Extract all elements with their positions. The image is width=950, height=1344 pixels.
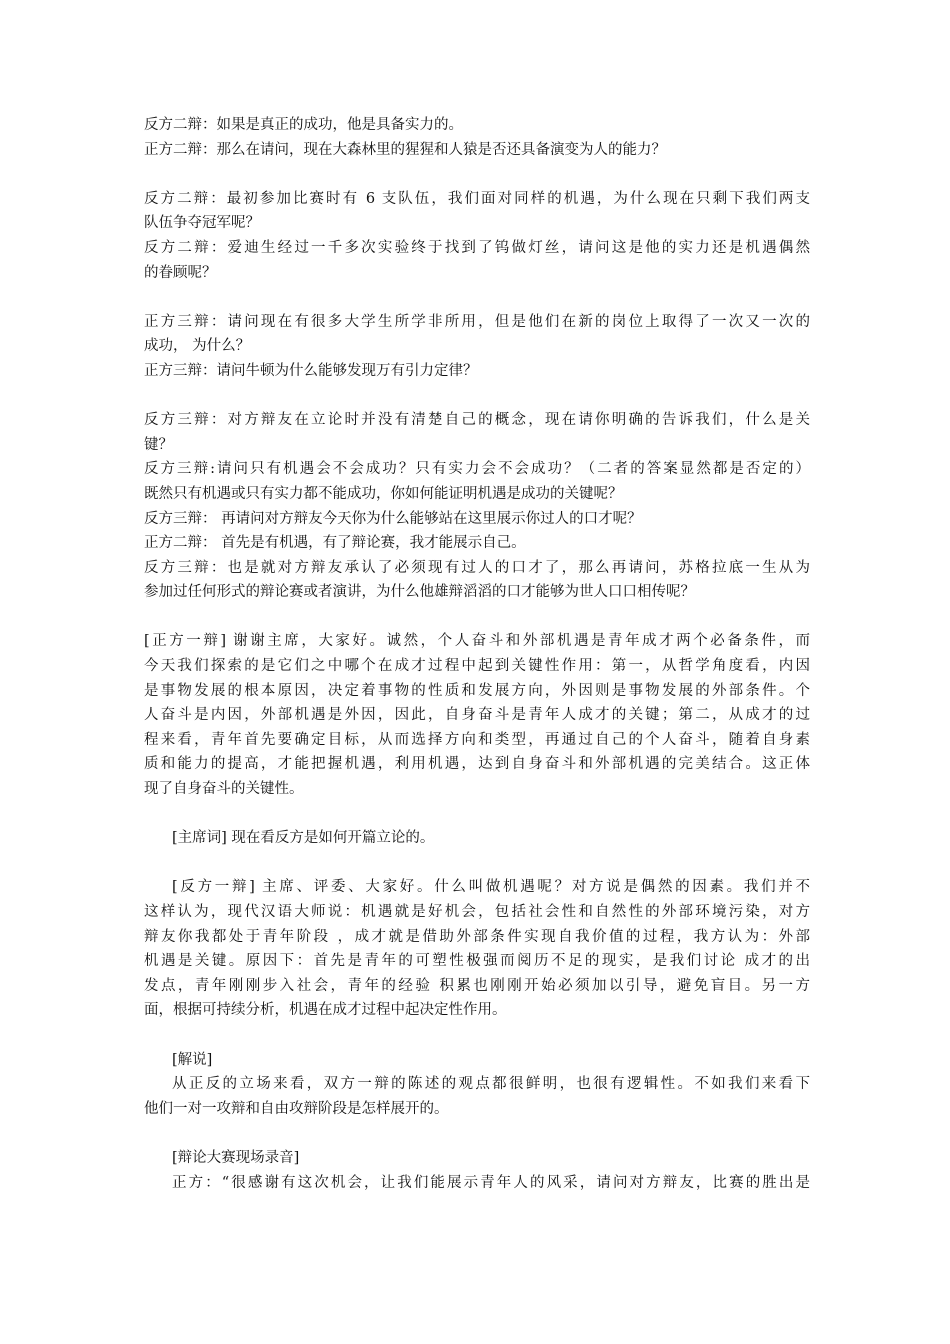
text-line: 反方二辩：爱迪生经过一千多次实验终于找到了钨做灯丝，请问这是他的实力还是机遇偶然 bbox=[144, 239, 810, 256]
paragraph-gap bbox=[144, 162, 810, 187]
text-line: 从正反的立场来看，双方一辩的陈述的观点都很鲜明，也很有逻辑性。不如我们来看下 bbox=[172, 1076, 810, 1093]
text-line: 机遇是关键。原因下：首先是青年的可塑性极强而阅历不足的现实，是我们讨论 成才的出 bbox=[144, 953, 810, 970]
text-line: 这样认为，现代汉语大师说：机遇就是好机会，包括社会性和自然性的外部环境污染，对方 bbox=[144, 904, 810, 920]
text-line: 今天我们探索的是它们之中哪个在成才过程中起到关键性作用：第一，从哲学角度看，内因 bbox=[144, 658, 810, 675]
text-line: 他们一对一攻辩和自由攻辩阶段是怎样展开的。 bbox=[144, 1100, 449, 1117]
text-line: [正方一辩] 谢谢主席，大家好。诚然，个人奋斗和外部机遇是青年成才两个必备条件，而 bbox=[144, 633, 810, 650]
paragraph-gap bbox=[144, 384, 810, 409]
text-line: 反方三辩：对方辩友在立论时并没有清楚自己的概念，现在请你明确的告诉我们，什么是关 bbox=[144, 412, 810, 429]
paragraph-gap bbox=[144, 285, 810, 310]
text-line: 反方三辩： 再请问对方辩友今天你为什么能够站在这里展示你过人的口才呢？ bbox=[144, 510, 642, 527]
text-line: 成功， 为什么？ bbox=[144, 338, 251, 355]
text-line: 的眷顾呢？ bbox=[144, 264, 217, 281]
paragraph-gap bbox=[144, 802, 810, 827]
text-line: 键？ bbox=[144, 436, 173, 453]
text-line: 正方：“很感谢有这次机会，让我们能展示青年人的风采，请问对方辩友，比赛的胜出是 bbox=[172, 1174, 810, 1191]
text-line: 正方三辩：请问现在有很多大学生所学非所用，但是他们在新的岗位上取得了一次又一次的 bbox=[144, 313, 810, 330]
text-line: 辩友你我都处于青年阶段 ，成才就是借助外部条件实现自我价值的过程，我方认为：外部 bbox=[144, 928, 810, 945]
paragraph-gap bbox=[144, 605, 810, 630]
text-line: [反方一辩] 主席、评委、大家好。什么叫做机遇呢？对方说是偶然的因素。我们并不 bbox=[172, 879, 810, 896]
paragraph-gap bbox=[144, 851, 810, 876]
text-line: 程来看，青年首先要确定目标，从而选择方向和类型，再通过自己的个人奋斗，随着自身素 bbox=[144, 731, 810, 748]
text-line: 质和能力的提高，才能把握机遇，利用机遇，达到自身奋斗和外部机遇的完美结合。这正体 bbox=[144, 756, 810, 773]
text-line: 反方三辩:请问只有机遇会不会成功？只有实力会不会成功？（二者的答案显然都是否定的） bbox=[144, 461, 810, 478]
text-line: [辩论大赛现场录音] bbox=[172, 1149, 300, 1166]
text-line: 正方三辩：请问牛顿为什么能够发现万有引力定律？ bbox=[144, 362, 478, 379]
paragraph-gap bbox=[144, 1023, 810, 1048]
text-line: 参加过任何形式的辩论赛或者演讲，为什么他雄辩滔滔的口才能够为世人口口相传呢？ bbox=[144, 584, 695, 601]
text-line: 反方二辩：最初参加比赛时有 6 支队伍，我们面对同样的机遇，为什么现在只剩下我们两支 bbox=[144, 190, 810, 207]
text-line: 是事物发展的根本原因，决定着事物的性质和发展方向，外因则是事物发展的外部条件。个 bbox=[144, 682, 810, 699]
document-body bbox=[144, 113, 810, 1195]
text-line: 现了自身奋斗的关键性。 bbox=[144, 781, 304, 798]
text-line: 反方三辩：也是就对方辩友承认了必须现有过人的口才了，那么再请问，苏格拉底一生从为 bbox=[144, 559, 810, 576]
text-line: 人奋斗是内因，外部机遇是外因，因此，自身奋斗是青年人成才的关键；第二，从成才的过 bbox=[144, 707, 810, 724]
paragraph-gap bbox=[144, 1121, 810, 1146]
text-line: 发点，青年刚刚步入社会，青年的经验 积累也刚刚开始必须加以引导，避免盲目。另一方 bbox=[144, 977, 810, 994]
text-line: 反方二辩：如果是真正的成功，他是具备实力的。 bbox=[144, 117, 463, 133]
text-line: 正方二辩：那么在请问，现在大森林里的猩猩和人猿是否还具备演变为人的能力？ bbox=[144, 141, 666, 158]
text-line: 既然只有机遇或只有实力都不能成功，你如何能证明机遇是成功的关键呢？ bbox=[144, 485, 623, 502]
text-line: [解说] bbox=[172, 1051, 213, 1068]
text-line: [主席词] 现在看反方是如何开篇立论的。 bbox=[172, 830, 435, 847]
text-line: 面，根据可持续分析，机遇在成才过程中起决定性作用。 bbox=[144, 1002, 507, 1019]
text-line: 队伍争夺冠军呢？ bbox=[144, 215, 260, 232]
text-line: 正方二辩： 首先是有机遇，有了辩论赛，我才能展示自己。 bbox=[144, 535, 526, 552]
